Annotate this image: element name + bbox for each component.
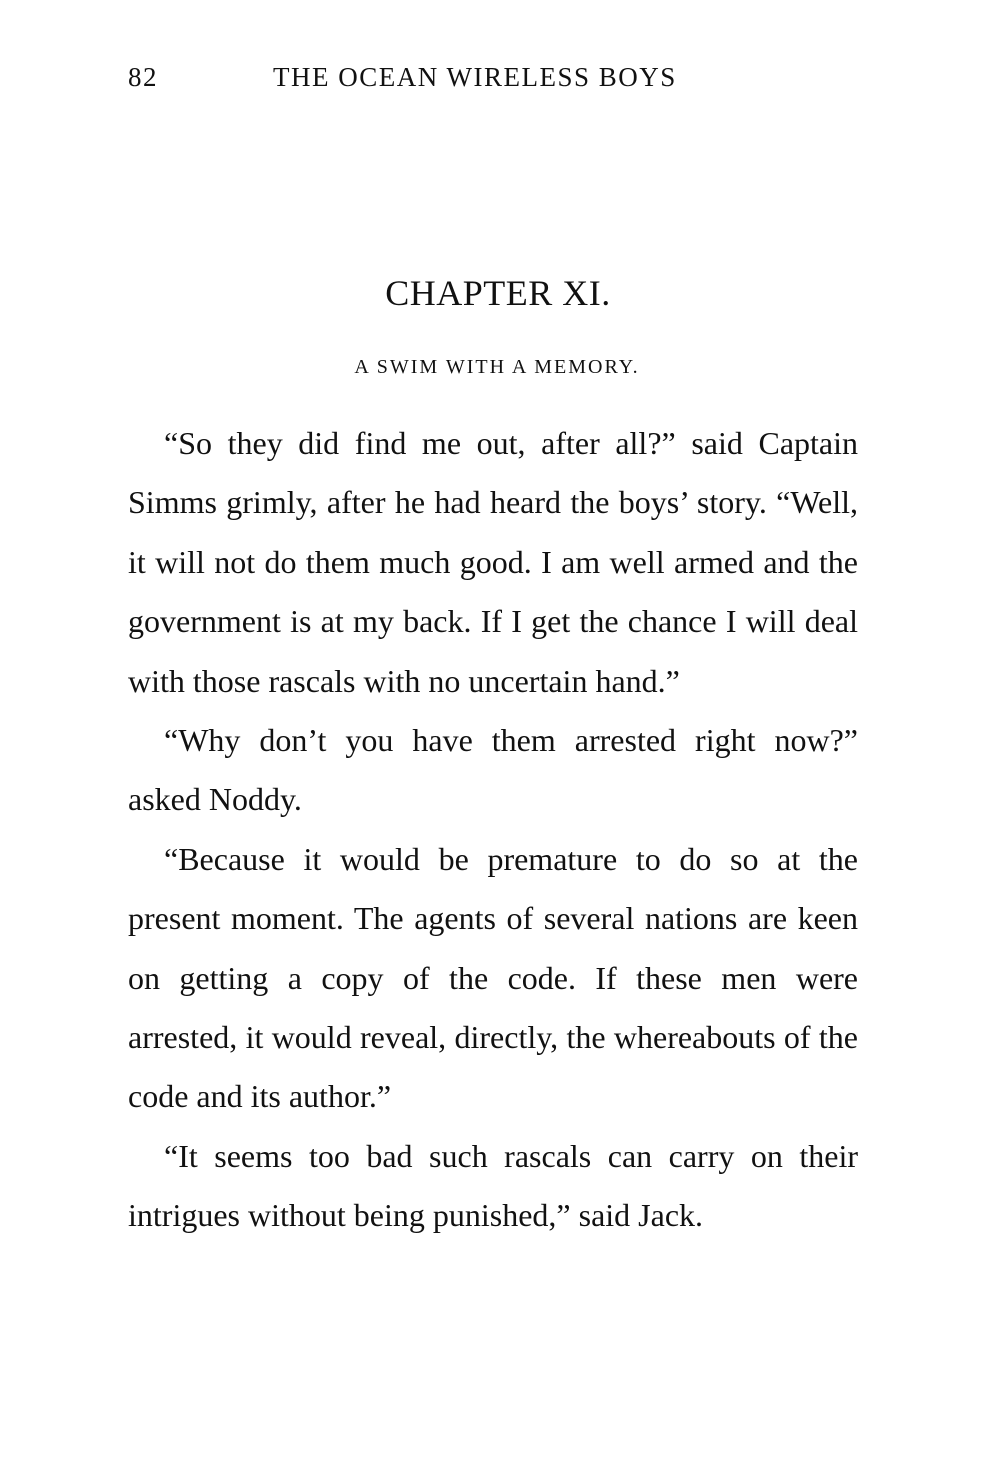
chapter-subtitle: A SWIM WITH A MEMORY.: [354, 356, 640, 378]
paragraph: “Why don’t you have them arrested right now?” asked Noddy.: [128, 722, 858, 818]
running-head: [128, 62, 858, 102]
body-text: [128, 414, 858, 1246]
book-title: THE OCEAN WIRELESS BOYS: [273, 62, 677, 92]
paragraph: “It seems too bad such rascals can carry on their intrigues without being punished,” said Jack.: [128, 1137, 858, 1234]
paragraph: “So they did find me out, after all?” said Captain Simms grimly, after he had heard the boys’ story. “Well, it will not do them much good. I am well armed and the government is at my back. If I get the chance I will deal with those rascals with no uncertain hand.”: [128, 425, 858, 699]
paragraph: “Because it would be premature to do so at the present moment. The agents of several nations are keen on getting a copy of the code. If these men were arrested, it would reveal, directly, the whereabouts of the code and its author.”: [128, 840, 858, 1115]
page-number: 82: [128, 62, 158, 92]
chapter-title: CHAPTER XI.: [385, 273, 611, 313]
